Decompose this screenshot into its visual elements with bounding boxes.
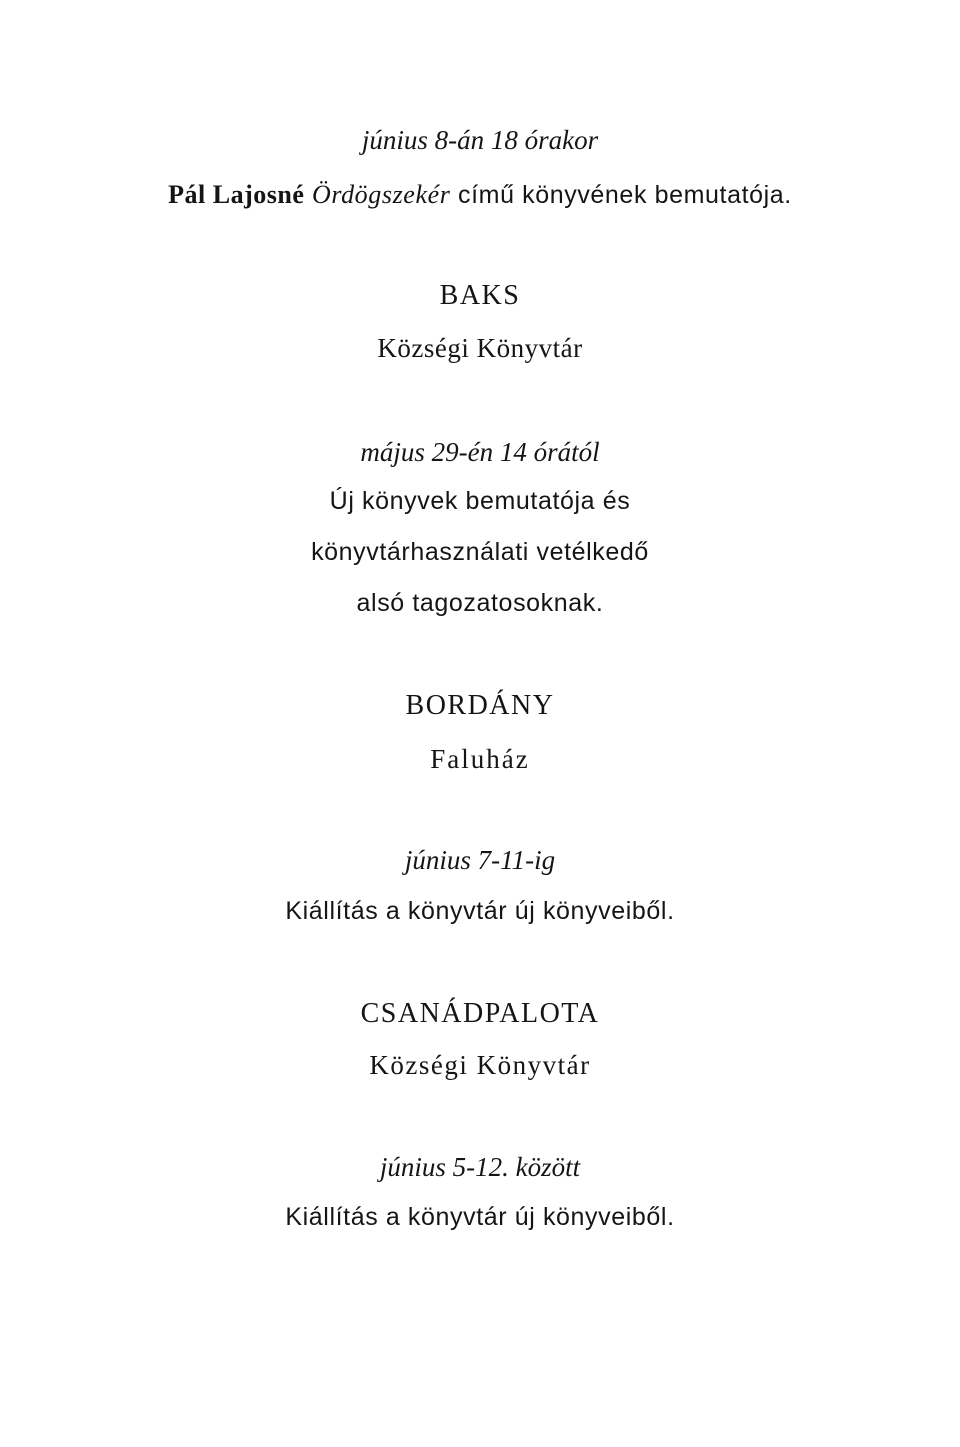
event-description: Kiállítás a könyvtár új könyveiből. xyxy=(285,897,675,925)
event-date: május 29-én 14 órától xyxy=(360,437,600,467)
description-rest: című könyvének bemutatója. xyxy=(450,181,792,209)
author-name: Pál Lajosné xyxy=(168,180,305,209)
venue-name: Faluház xyxy=(430,744,530,774)
venue-name: Községi Könyvtár xyxy=(377,333,583,363)
event-date: június 7-11-ig xyxy=(404,845,556,875)
place-name: BAKS xyxy=(439,280,521,311)
book-title: Ördögszekér xyxy=(311,180,451,209)
venue-name: Községi Könyvtár xyxy=(369,1050,591,1080)
place-name: BORDÁNY xyxy=(405,690,555,721)
event-description xyxy=(0,180,960,210)
event-date: június 5-12. között xyxy=(379,1152,581,1182)
event-description: Kiállítás a könyvtár új könyveiből. xyxy=(285,1203,675,1231)
place-name: CSANÁDPALOTA xyxy=(360,998,600,1029)
event-description-line: Új könyvek bemutatója és xyxy=(329,487,631,515)
event-description-line: alsó tagozatosoknak. xyxy=(356,589,604,617)
event-description-line: könyvtárhasználati vetélkedő xyxy=(311,538,649,566)
event-date: június 8-án 18 órakor xyxy=(361,125,599,155)
